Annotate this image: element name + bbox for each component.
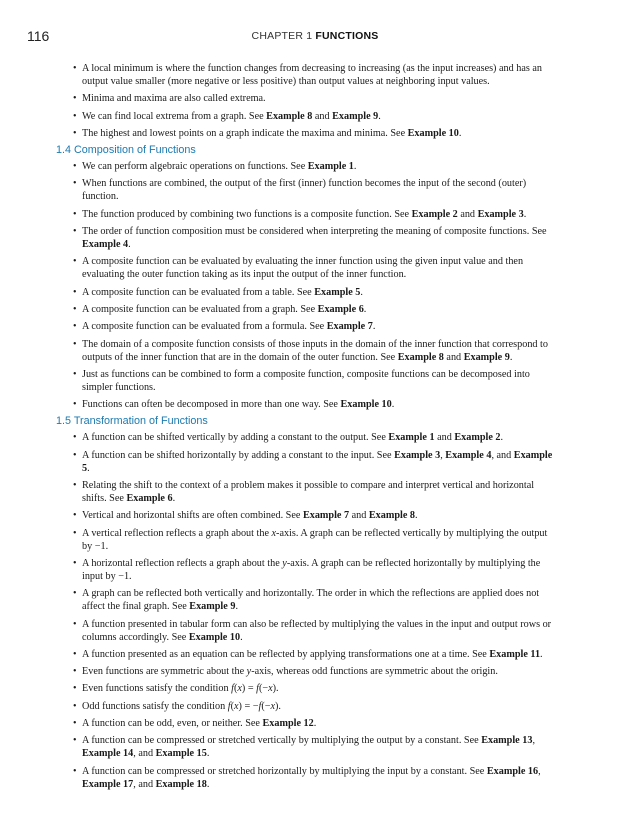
bullet-text: A composite function can be evaluated from a graph. See: [82, 303, 318, 315]
bullet-text: A vertical reflection reflects a graph about the: [82, 527, 272, 539]
bullet-text: (: [233, 683, 238, 695]
summary-bullet-item: [56, 734, 556, 760]
example-reference: Example 4: [82, 239, 129, 251]
example-reference: Example 4: [445, 449, 492, 461]
bullet-text: ).: [275, 700, 281, 712]
bullet-text: (: [230, 700, 234, 712]
bullet-text: Odd functions satisfy the condition: [82, 700, 228, 712]
bullet-text: Even functions satisfy the condition: [82, 683, 232, 695]
section-bullet-list: [56, 431, 556, 790]
bullet-text: .: [523, 208, 527, 220]
summary-bullet-item: [56, 587, 556, 613]
bullet-text: , and: [133, 748, 156, 760]
bullet-text: A function can be shifted vertically by adding a constant to the output. See: [82, 432, 389, 444]
bullet-text: .: [235, 601, 238, 613]
bullet-text: .: [500, 432, 504, 444]
bullet-text: .: [206, 748, 210, 760]
bullet-text: .: [378, 110, 381, 122]
bullet-text: .: [353, 161, 357, 173]
bullet-text: ) = −: [238, 700, 259, 712]
summary-bullet-item: [56, 717, 556, 730]
example-reference: Example 17: [82, 778, 134, 790]
section-bullet-list: [56, 160, 556, 411]
bullet-text: .: [240, 631, 243, 643]
bullet-text: , and: [491, 449, 514, 461]
bullet-text: Even functions are symmetric about the: [82, 666, 247, 678]
bullet-text: .: [363, 303, 367, 315]
summary-bullet-item: [56, 479, 556, 505]
math-variable: x: [233, 700, 239, 712]
bullet-marker: •: [73, 735, 77, 747]
bullet-marker: •: [73, 286, 77, 298]
bullet-marker: •: [73, 161, 77, 173]
example-reference: Example 10: [340, 399, 392, 411]
bullet-marker: •: [73, 208, 77, 220]
bullet-text: .: [391, 399, 395, 411]
bullet-text: .: [360, 286, 363, 298]
example-reference: Example 14: [82, 748, 134, 760]
bullet-marker: •: [73, 338, 77, 350]
bullet-marker: •: [73, 510, 77, 522]
bullet-text: The domain of a composite function consists of those inputs in the domain of the inner function that correspond to outputs of the inner function that are in the domain of the outer function. See: [82, 338, 548, 363]
bullet-marker: •: [73, 63, 77, 74]
bullet-marker: •: [73, 449, 77, 461]
example-reference: Example 5: [82, 449, 553, 474]
example-reference: Example 3: [394, 449, 441, 461]
example-reference: Example 9: [332, 110, 379, 122]
bullet-text: and: [457, 208, 478, 220]
bullet-text: We can find local extrema from a graph. See: [82, 110, 267, 122]
bullet-text: A composite function can be evaluated by evaluating the inner function using the given input value and then evaluating the outer function taking as its input the output of the inner function.: [82, 256, 524, 281]
summary-bullet-item: [56, 110, 556, 123]
summary-bullet-item: [56, 177, 556, 203]
example-reference: Example 8: [266, 110, 313, 122]
bullet-text: The highest and lowest points on a graph indicate the maxima and minima. See: [82, 127, 408, 139]
chapter-title: FUNCTIONS: [315, 30, 379, 42]
bullet-text: A function presented in tabular form can also be reflected by multiplying the values in the input and output rows or columns accordingly. See: [82, 618, 552, 643]
summary-bullet-item: [56, 527, 556, 553]
bullet-text: Functions can often be decomposed in more than one way. See: [82, 399, 341, 411]
bullet-text: A function presented as an equation can be reflected by applying transformations one at a time. See: [82, 648, 490, 660]
summary-bullet-item: [56, 320, 556, 333]
bullet-marker: •: [73, 432, 77, 444]
bullet-marker: •: [73, 765, 77, 777]
bullet-text: The order of function composition must be considered when interpreting the meaning of composite functions. See: [82, 226, 547, 238]
summary-bullet-item: [56, 255, 556, 281]
bullet-text: A local minimum is where the function changes from decreasing to increasing (as the input increases) and has an output value smaller (more negative or less positive) than output values at neighboring input values.: [82, 63, 542, 87]
example-reference: Example 1: [307, 161, 354, 173]
bullet-text: A composite function can be evaluated from a table. See: [82, 286, 315, 298]
bullet-marker: •: [73, 303, 77, 315]
bullet-text: -axis. A graph can be reflected vertically by multiplying the output by −1.: [82, 527, 548, 552]
bullet-text: ,: [532, 735, 535, 747]
example-reference: Example 5: [314, 286, 361, 298]
bullet-text: -axis, whereas odd functions are symmetric about the origin.: [251, 666, 498, 678]
bullet-text: Just as functions can be combined to form a composite function, composite functions can be decomposed into simpler functions.: [82, 368, 530, 393]
math-variable: f: [231, 683, 234, 695]
summary-bullet-item: [56, 398, 556, 411]
summary-bullet-item: [56, 431, 556, 444]
bullet-marker: •: [73, 718, 77, 730]
example-reference: Example 2: [411, 208, 458, 220]
bullet-text: and: [443, 351, 464, 363]
bullet-text: .: [128, 239, 131, 251]
math-variable: f: [258, 700, 262, 712]
example-reference: Example 8: [368, 510, 416, 522]
bullet-text: .: [458, 127, 462, 139]
example-reference: Example 10: [188, 631, 241, 643]
bullet-text: (−: [261, 700, 271, 712]
bullet-marker: •: [73, 178, 77, 190]
bullet-marker: •: [73, 127, 77, 139]
bullet-text: Relating the shift to the context of a problem makes it possible to compare and interpret vertical and horizontal shifts. See: [82, 480, 535, 505]
summary-bullet-item: [56, 160, 556, 173]
bullet-text: ,: [538, 765, 541, 777]
bullet-text: We can perform algebraic operations on functions. See: [82, 161, 308, 173]
math-variable: y: [282, 557, 287, 569]
example-reference: Example 10: [407, 127, 459, 139]
bullet-text: The function produced by combining two functions is a composite function. See: [82, 208, 412, 220]
section-heading: 1.5 Transformation of Functions: [56, 415, 208, 428]
bullet-text: Minima and maxima are also called extrema.: [82, 93, 266, 105]
bullet-text: (−: [258, 683, 269, 695]
bullet-text: ,: [440, 449, 446, 461]
bullet-text: .: [313, 718, 317, 730]
example-reference: Example 1: [388, 432, 435, 444]
bullet-marker: •: [73, 110, 77, 122]
example-reference: Example 13: [481, 735, 533, 747]
example-reference: Example 6: [317, 303, 364, 315]
bullet-text: .: [172, 493, 176, 505]
sections-container: [56, 144, 556, 790]
math-variable: x: [271, 527, 277, 539]
bullet-text: When functions are combined, the output of the first (inner) function becomes the input of the second (outer) function.: [82, 178, 527, 203]
bullet-text: Vertical and horizontal shifts are often combined. See: [82, 510, 303, 522]
bullet-text: and: [312, 110, 333, 122]
summary-bullet-item: [56, 127, 556, 140]
bullet-text: ).: [272, 683, 279, 695]
bullet-text: A function can be shifted horizontally by adding a constant to the input. See: [82, 449, 395, 461]
example-reference: Example 2: [454, 432, 501, 444]
bullet-marker: •: [73, 618, 77, 630]
summary-bullet-item: [56, 682, 556, 695]
summary-bullet-item: [56, 368, 556, 394]
bullet-marker: •: [73, 683, 77, 695]
example-reference: Example 3: [477, 208, 524, 220]
example-reference: Example 8: [397, 351, 444, 363]
bullet-text: .: [206, 778, 210, 790]
bullet-text: .: [87, 462, 90, 474]
summary-bullet-item: [56, 208, 556, 221]
example-reference: Example 7: [326, 321, 373, 333]
bullet-text: .: [540, 648, 543, 660]
example-reference: Example 9: [189, 601, 236, 613]
example-reference: Example 18: [155, 778, 207, 790]
bullet-text: A function can be odd, even, or neither. See: [82, 718, 263, 730]
example-reference: Example 6: [126, 493, 173, 505]
example-reference: Example 9: [463, 351, 510, 363]
bullet-marker: •: [73, 700, 77, 712]
bullet-marker: •: [73, 93, 77, 105]
summary-bullet-item: [56, 338, 556, 364]
bullet-marker: •: [73, 321, 77, 333]
summary-bullet-item: [56, 618, 556, 644]
intro-bullet-list: [56, 62, 556, 140]
summary-bullet-item: [56, 62, 556, 88]
bullet-text: A composite function can be evaluated from a formula. See: [82, 321, 327, 333]
summary-bullet-item: [56, 700, 556, 713]
summary-bullet-item: [56, 286, 556, 299]
bullet-text: A horizontal reflection reflects a graph about the: [82, 557, 283, 569]
bullet-marker: •: [73, 666, 77, 678]
bullet-marker: •: [73, 256, 77, 268]
bullet-marker: •: [73, 527, 77, 539]
bullet-text: .: [509, 351, 513, 363]
bullet-marker: •: [73, 399, 77, 411]
summary-bullet-item: [56, 509, 556, 522]
summary-bullet-item: [56, 765, 556, 791]
math-variable: f: [256, 683, 259, 695]
summary-bullet-item: [56, 665, 556, 678]
math-variable: x: [270, 700, 276, 712]
bullet-text: and: [434, 432, 455, 444]
example-reference: Example 11: [489, 648, 541, 660]
bullet-text: A graph can be reflected both vertically and horizontally. The order in which the reflections are applied does not affect the final graph. See: [82, 588, 540, 613]
summary-bullet-item: [56, 557, 556, 583]
summary-bullet-item: [56, 225, 556, 251]
bullet-marker: •: [73, 480, 77, 492]
bullet-marker: •: [73, 368, 77, 380]
math-variable: x: [268, 683, 273, 695]
summary-bullet-item: [56, 303, 556, 316]
bullet-marker: •: [73, 557, 77, 569]
summary-bullet-item: [56, 92, 556, 105]
bullet-text: A function can be compressed or stretched vertically by multiplying the output by a constant. See: [82, 735, 482, 747]
example-reference: Example 7: [302, 510, 350, 522]
summary-bullet-item: [56, 648, 556, 661]
bullet-text: and: [349, 510, 369, 522]
math-variable: f: [227, 700, 231, 712]
section-heading: 1.4 Composition of Functions: [56, 144, 196, 157]
example-reference: Example 16: [486, 765, 539, 777]
example-reference: Example 15: [155, 748, 207, 760]
math-variable: x: [237, 683, 242, 695]
bullet-text: ) =: [241, 683, 257, 695]
bullet-marker: •: [73, 648, 77, 660]
chapter-label: CHAPTER 1: [251, 30, 313, 42]
bullet-text: -axis. A graph can be reflected horizontally by multiplying the input by −1.: [82, 557, 541, 582]
math-variable: y: [246, 666, 252, 678]
bullet-text: , and: [133, 778, 156, 790]
summary-bullet-item: [56, 449, 556, 475]
running-head: [0, 30, 630, 42]
bullet-marker: •: [73, 588, 77, 600]
page-content: [56, 62, 556, 795]
page-number: 116: [27, 28, 50, 44]
bullet-text: A function can be compressed or stretched horizontally by multiplying the input by a constant. See: [82, 765, 487, 777]
example-reference: Example 12: [262, 718, 314, 730]
bullet-marker: •: [73, 226, 77, 238]
bullet-text: .: [415, 510, 418, 522]
bullet-text: .: [372, 321, 376, 333]
